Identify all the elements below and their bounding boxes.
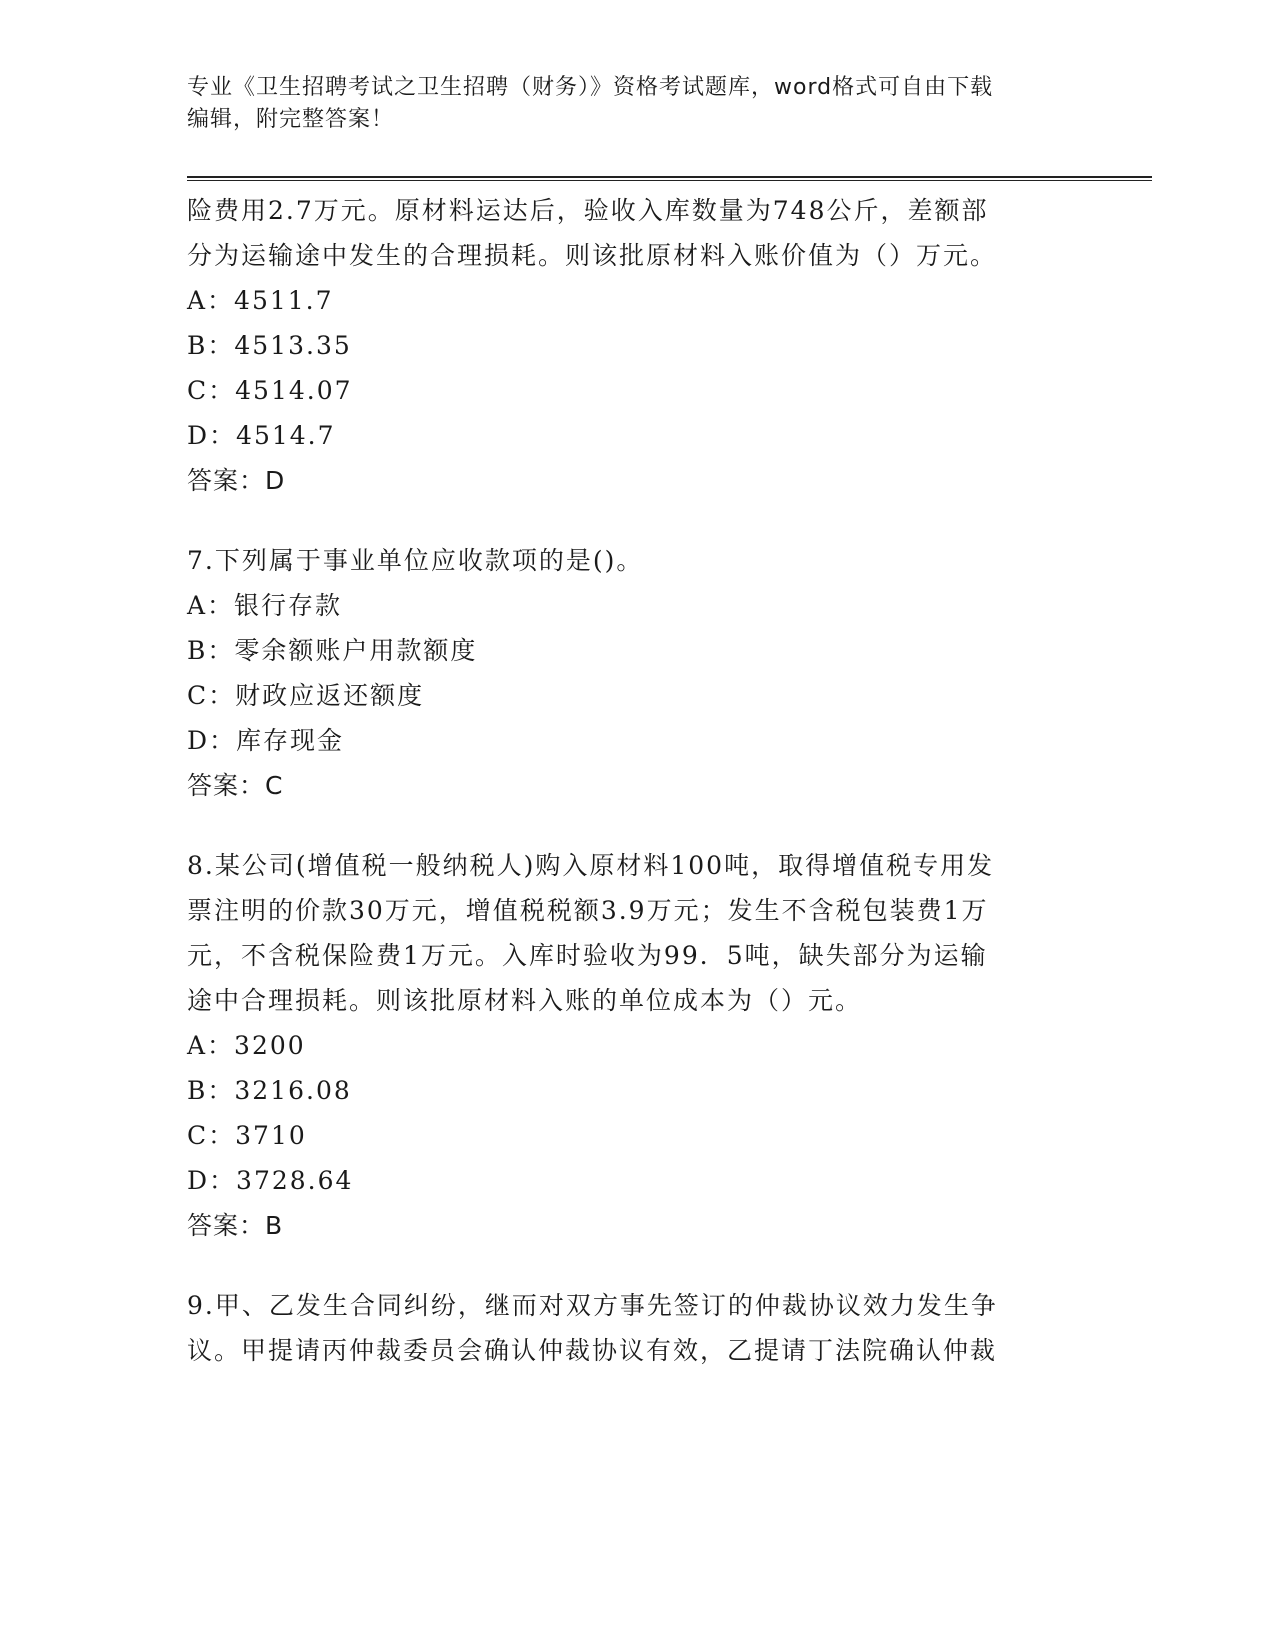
question-6 [187, 188, 1087, 503]
spacer [187, 1248, 1087, 1283]
question-text-line: 议。甲提请丙仲裁委员会确认仲裁协议有效，乙提请丁法院确认仲裁 [187, 1336, 998, 1365]
option-c: C：财政应返还额度 [187, 681, 425, 710]
question-8 [187, 843, 1087, 1248]
option-d: D：4514.7 [187, 421, 336, 450]
question-text-line: 票注明的价款30万元，增值税税额3.9万元；发生不含税包装费1万 [187, 896, 989, 925]
answer: 答案：B [187, 1211, 284, 1240]
header-line-2: 编辑，附完整答案！ [187, 107, 395, 132]
option-a: A：银行存款 [187, 591, 343, 620]
document-body [187, 188, 1087, 1373]
option-b: B：4513.35 [187, 331, 352, 360]
question-text-line: 7.下列属于事业单位应收款项的是()。 [187, 546, 644, 575]
question-text-line: 9.甲、乙发生合同纠纷，继而对双方事先签订的仲裁协议效力发生争 [187, 1291, 998, 1320]
answer: 答案：D [187, 466, 286, 495]
question-text-line: 元，不含税保险费1万元。入库时验收为99．5吨，缺失部分为运输 [187, 941, 988, 970]
document-header [187, 72, 1067, 136]
option-a: A：4511.7 [187, 286, 334, 315]
question-text-line: 险费用2.7万元。原材料运达后，验收入库数量为748公斤，差额部 [187, 196, 989, 225]
option-a: A：3200 [187, 1031, 306, 1060]
option-d: D：3728.64 [187, 1166, 354, 1195]
question-text-line: 途中合理损耗。则该批原材料入账的单位成本为（）元。 [187, 986, 863, 1015]
option-d: D：库存现金 [187, 726, 345, 755]
header-divider [187, 176, 1152, 181]
spacer [187, 808, 1087, 843]
question-text-line: 分为运输途中发生的合理损耗。则该批原材料入账价值为（）万元。 [187, 241, 998, 270]
question-7 [187, 538, 1087, 808]
spacer [187, 503, 1087, 538]
option-b: B：零余额账户用款额度 [187, 636, 478, 665]
header-line-1: 专业《卫生招聘考试之卫生招聘（财务）》资格考试题库，word格式可自由下载 [187, 75, 994, 100]
answer: 答案：C [187, 771, 284, 800]
question-9 [187, 1283, 1087, 1373]
option-c: C：3710 [187, 1121, 307, 1150]
question-text-line: 8.某公司(增值税一般纳税人)购入原材料100吨，取得增值税专用发 [187, 851, 995, 880]
option-c: C：4514.07 [187, 376, 353, 405]
option-b: B：3216.08 [187, 1076, 352, 1105]
